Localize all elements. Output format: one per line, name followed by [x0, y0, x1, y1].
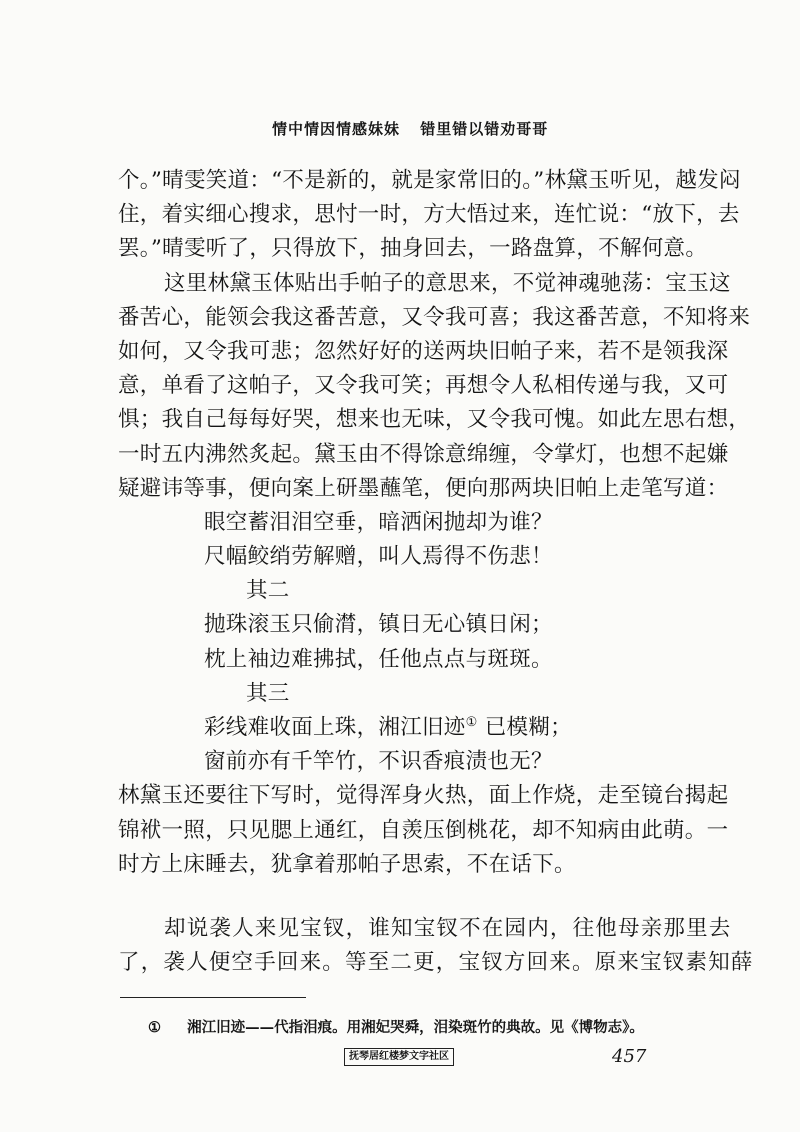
- text-line: 个。”晴雯笑道：“不是新的，就是家常旧的。”林黛玉听见，越发闷: [118, 168, 741, 193]
- poem-title: 其二: [246, 578, 290, 604]
- text-line: 这里林黛玉体贴出手帕子的意思来，不觉神魂驰荡：宝玉这: [164, 270, 731, 296]
- footnote-text: 湘江旧迹——代指泪痕。用湘妃哭舜，泪染斑竹的典故。见《博物志》。: [187, 1019, 644, 1036]
- text-line: 疑避讳等事，便向案上研墨蘸笔，便向那两块旧帕上走笔写道：: [118, 475, 729, 501]
- poem-line: 尺幅鲛绡劳解赠，叫人焉得不伤悲！: [204, 544, 553, 570]
- text-line: 林黛玉还要往下写时，觉得浑身火热，面上作烧，走至镜台揭起: [118, 783, 729, 809]
- poem-line: 窗前亦有千竿竹，不识香痕渍也无？: [204, 749, 553, 775]
- text-line: 如何，又令我可悲；忽然好好的送两块旧帕子来，若不是领我深: [118, 338, 729, 364]
- poem-line: [118, 711, 698, 745]
- text-line: 了，袭人便空手回来。等至二更，宝钗方回来。原来宝钗素知薛: [118, 950, 754, 976]
- text-line: 锦袱一照，只见腮上通红，自羡压倒桃花，却不知病由此萌。一: [118, 817, 729, 843]
- text-line: 时方上床睡去，犹拿着那帕子思索，不在话下。: [118, 851, 576, 877]
- poem-text: 已模糊；: [477, 715, 572, 740]
- text-line: 意，单看了这帕子，又令我可笑；再想令人私相传递与我，又可: [118, 373, 729, 399]
- footnote: [148, 1016, 708, 1037]
- poem-text: 彩线难收面上珠，湘江旧迹: [204, 715, 466, 740]
- poem-line: 眼空蓄泪泪空垂，暗洒闲抛却为谁？: [204, 509, 553, 535]
- footnote-marker: ①: [148, 1019, 161, 1036]
- poem-line: 抛珠滚玉只偷潸，镇日无心镇日闲；: [204, 612, 553, 638]
- text-line: 住，着实细心搜求，思忖一时，方大悟过来，连忙说：“放下，去: [118, 202, 740, 228]
- header-left-title: 情中情因情感妹妹: [272, 120, 401, 138]
- footnote-divider: [120, 997, 306, 998]
- text-line: 一时五内沸然炙起。黛玉由不得馀意绵缠，令掌灯，也想不起嫌: [118, 441, 729, 467]
- header-right-title: 错里错以错劝哥哥: [420, 120, 549, 138]
- poem-line: 枕上袖边难拂拭，任他点点与斑斑。: [204, 646, 553, 672]
- source-stamp: 抚琴居红楼梦文字社区: [344, 1048, 454, 1066]
- body-text: [118, 164, 751, 882]
- page-number: 457: [612, 1046, 647, 1067]
- paragraph: [118, 912, 754, 980]
- text-line: 罢。”晴雯听了，只得放下，抽身回去，一路盘算，不解何意。: [118, 236, 708, 262]
- footnote-ref[interactable]: ①: [465, 714, 478, 730]
- poem-title: 其三: [246, 680, 290, 706]
- text-line: 番苦心，能领会我这番苦意，又令我可喜；我这番苦意，不知将来: [118, 304, 751, 330]
- running-header: [272, 118, 572, 139]
- text-line: 却说袭人来见宝钗，谁知宝钗不在园内，往他母亲那里去: [164, 916, 732, 941]
- text-line: 惧；我自己每每好哭，想来也无味，又令我可愧。如此左思右想，: [118, 407, 751, 433]
